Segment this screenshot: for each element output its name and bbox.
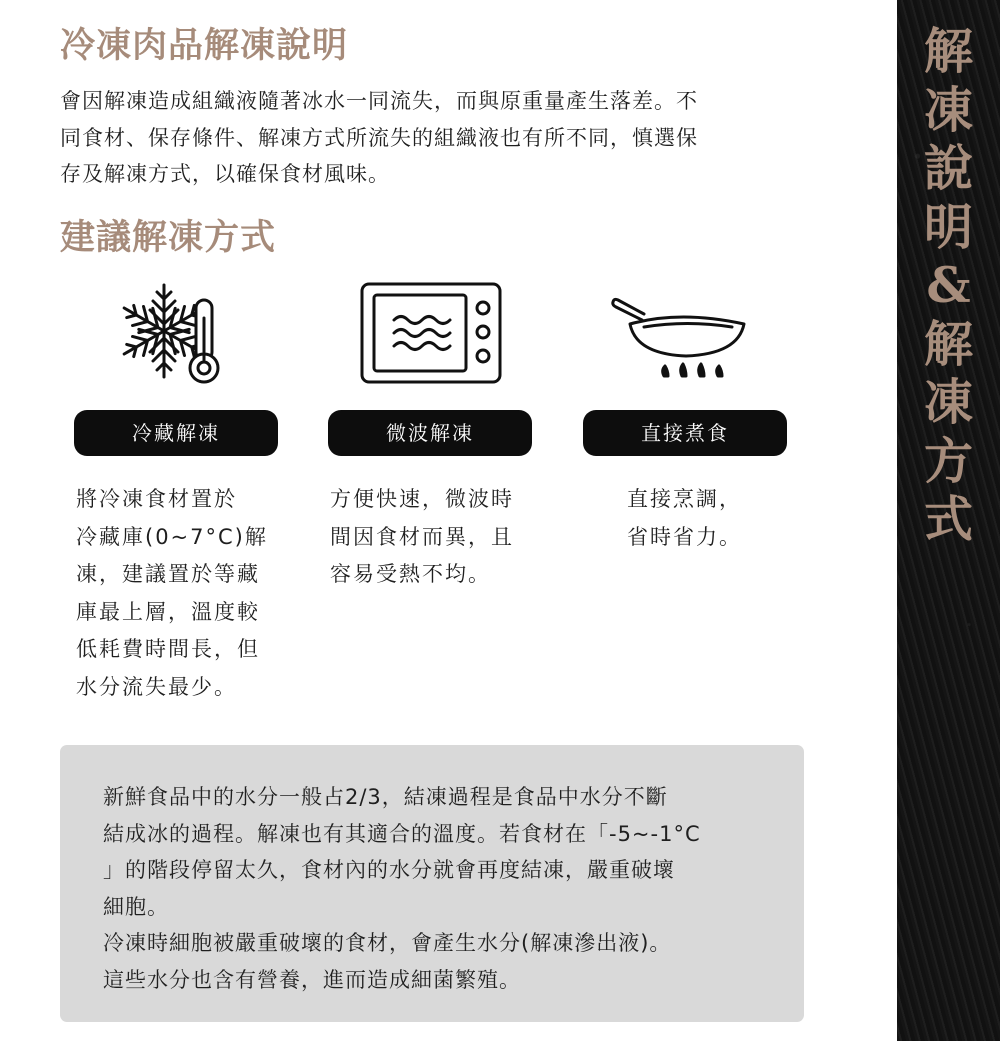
snowflake-thermometer-icon bbox=[114, 278, 226, 388]
method-desc-microwave-thaw bbox=[330, 481, 514, 594]
desc-line: 省時省力。 bbox=[627, 524, 742, 549]
note-line: 」的階段停留太久，食材內的水分就會再度結凍，嚴重破壞 bbox=[103, 858, 675, 882]
side-title-char: 方 bbox=[923, 431, 973, 490]
method-label-microwave-thaw: 微波解凍 bbox=[328, 410, 532, 456]
side-title-char: 凍 bbox=[923, 80, 973, 139]
desc-line: 庫最上層，溫度較 bbox=[76, 599, 260, 624]
note-line: 結成冰的過程。解凍也有其適合的溫度。若食材在「-5~-1°C bbox=[103, 821, 701, 846]
info-note-text bbox=[103, 779, 793, 998]
microwave-icon bbox=[360, 282, 502, 384]
intro-line: 會因解凍造成組織液隨著冰水一同流失，而與原重量產生落差。不 bbox=[60, 89, 698, 113]
note-line: 冷凍時細胞被嚴重破壞的食材，會產生水分(解凍滲出液)。 bbox=[103, 931, 672, 955]
side-title-char: 解 bbox=[923, 22, 973, 80]
intro-line: 同食材、保存條件、解凍方式所流失的組織液也有所不同，慎選保 bbox=[60, 125, 698, 150]
note-line: 這些水分也含有營養，進而造成細菌繁殖。 bbox=[103, 967, 521, 992]
note-line: 細胞。 bbox=[103, 894, 169, 919]
note-line: 新鮮食品中的水分一般占2/3，結凍過程是食品中水分不斷 bbox=[103, 785, 668, 809]
intro-paragraph bbox=[60, 83, 830, 193]
intro-line: 存及解凍方式，以確保食材風味。 bbox=[60, 162, 390, 186]
side-title-char: 凍 bbox=[923, 373, 973, 431]
desc-line: 冷藏庫(0~7°C)解 bbox=[76, 524, 268, 549]
side-title-char: 解 bbox=[923, 314, 973, 373]
method-desc-refrigerator-thaw bbox=[76, 481, 268, 706]
desc-line: 容易受熱不均。 bbox=[330, 562, 491, 586]
info-note-box bbox=[60, 745, 804, 1022]
desc-line: 直接烹調， bbox=[627, 487, 742, 511]
method-desc-direct-cooking bbox=[627, 481, 742, 556]
desc-line: 凍，建議置於等藏 bbox=[76, 562, 260, 586]
desc-line: 低耗費時間長，但 bbox=[76, 637, 260, 661]
side-title-char: 說 bbox=[923, 139, 973, 197]
side-title-char: 式 bbox=[923, 490, 973, 548]
page-title: 冷凍肉品解凍說明 bbox=[60, 25, 349, 66]
method-label-direct-cooking: 直接煮食 bbox=[583, 410, 787, 456]
desc-line: 方便快速，微波時 bbox=[330, 487, 514, 511]
side-title-char: 明 bbox=[923, 197, 973, 256]
desc-line: 水分流失最少。 bbox=[76, 674, 237, 699]
side-banner bbox=[897, 0, 1000, 1041]
method-label-refrigerator-thaw: 冷藏解凍 bbox=[74, 410, 278, 456]
desc-line: 將冷凍食材置於 bbox=[76, 487, 237, 511]
side-title bbox=[897, 22, 1000, 549]
section-title: 建議解凍方式 bbox=[60, 217, 277, 258]
desc-line: 間因食材而異，且 bbox=[330, 524, 514, 549]
frying-pan-icon bbox=[610, 294, 750, 382]
side-title-char: & bbox=[926, 256, 971, 314]
